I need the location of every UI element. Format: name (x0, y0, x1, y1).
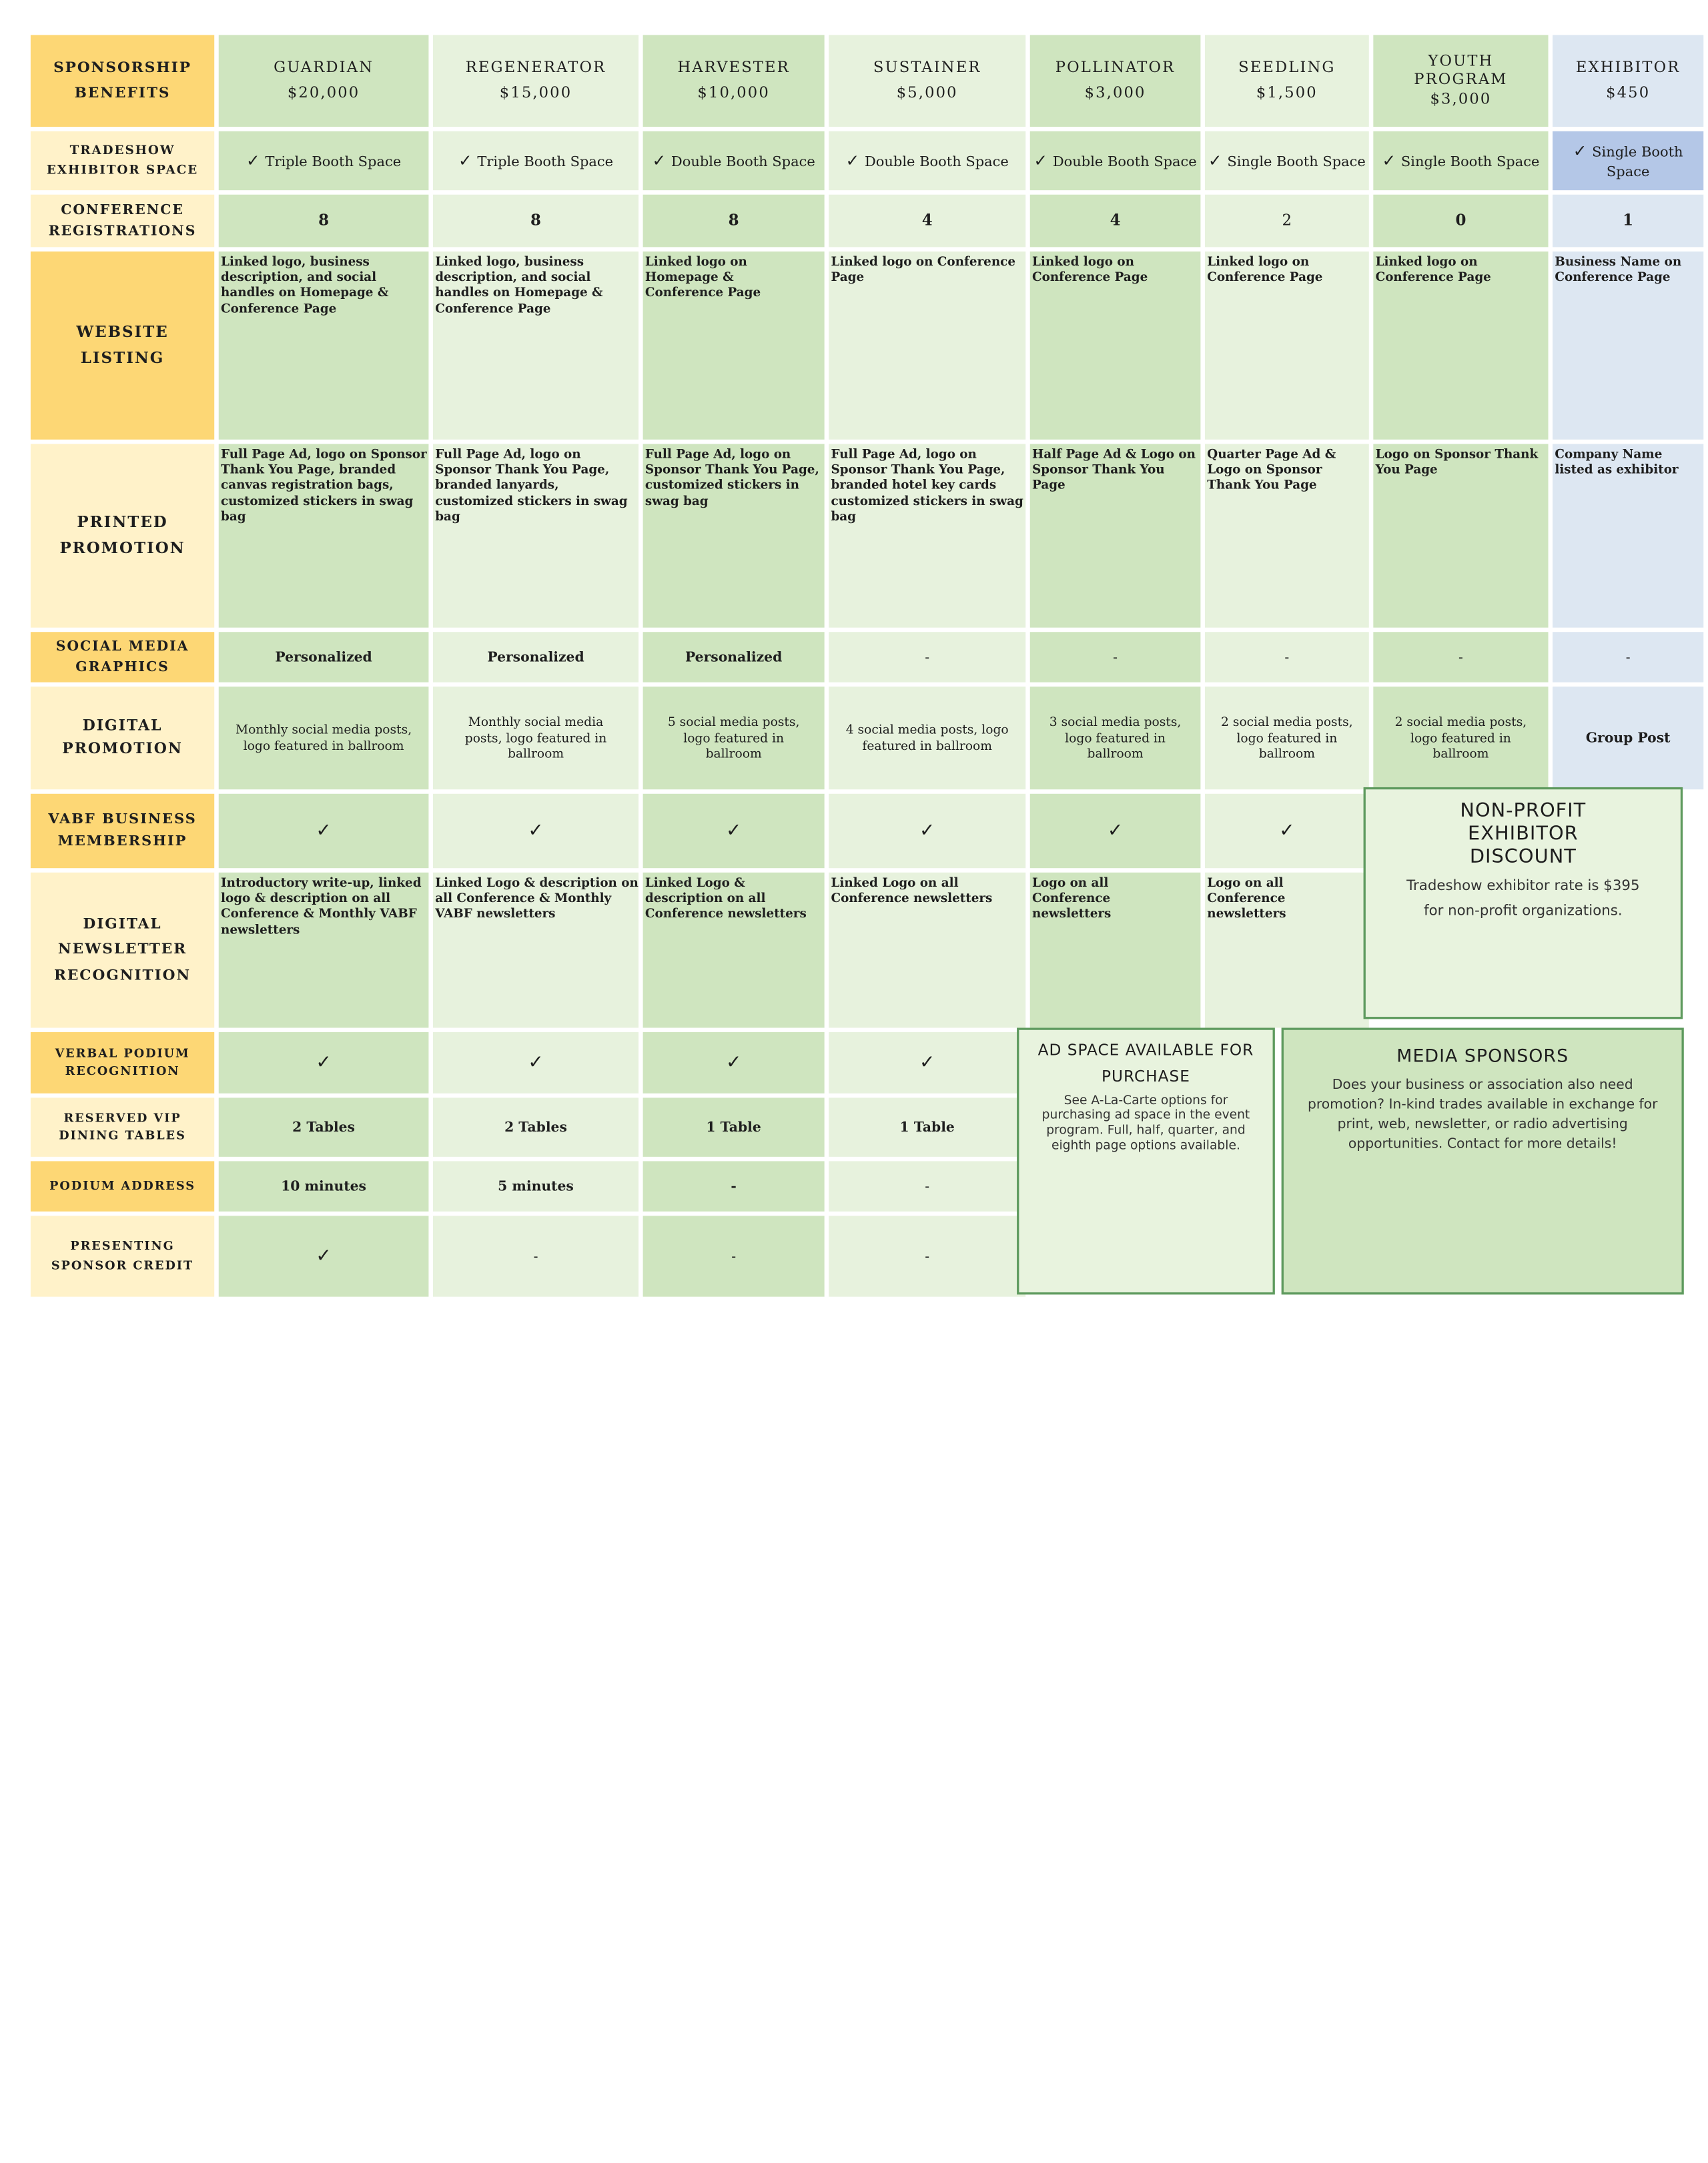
digital-regenerator: Monthly social media posts, logo featured in ballroom (433, 687, 638, 789)
registrations-guardian: 8 (219, 195, 429, 248)
tier-header-exhibitor (1553, 35, 1703, 127)
tier-price: $1,500 (1256, 83, 1318, 101)
tradeshow-youth-program: ✓ Single Booth Space (1373, 131, 1548, 190)
presenting-sustainer: - (829, 1216, 1025, 1296)
check-icon: ✓ (1573, 140, 1593, 161)
digital-youth-program: 2 social media posts, logo featured in ballroom (1373, 687, 1548, 789)
row-label-newsletter: DIGITAL NEWSLETTER RECOGNITION (31, 873, 214, 1028)
vip-harvester: 1 Table (643, 1098, 825, 1156)
digital-harvester: 5 social media posts, logo featured in ballroom (643, 687, 825, 789)
digital-pollinator: 3 social media posts, logo featured in ballroom (1030, 687, 1201, 789)
social-seedling: - (1205, 632, 1369, 682)
tradeshow-regenerator: ✓ Triple Booth Space (433, 131, 638, 190)
social-guardian: Personalized (219, 632, 429, 682)
check-icon: ✓ (652, 150, 671, 170)
media-sponsors-box (1282, 1027, 1684, 1294)
tradeshow-seedling: ✓ Single Booth Space (1205, 131, 1369, 190)
membership-regenerator-check-icon: ✓ (433, 794, 638, 868)
tier-header-regenerator (433, 35, 638, 127)
presenting-guardian-check-icon: ✓ (219, 1216, 429, 1296)
membership-seedling-check-icon: ✓ (1205, 794, 1369, 868)
printed-sustainer: Full Page Ad, logo on Sponsor Thank You Page, branded hotel key cards customized stickers in swag bag (829, 444, 1025, 627)
row-label-presenting: PRESENTING SPONSOR CREDIT (31, 1216, 214, 1296)
check-icon: ✓ (1382, 150, 1401, 170)
tier-name: REGENERATOR (465, 58, 606, 77)
membership-pollinator-check-icon: ✓ (1030, 794, 1201, 868)
row-label-website: WEBSITE LISTING (31, 252, 214, 440)
nonprofit-discount-title: NON-PROFIT EXHIBITOR DISCOUNT (1460, 800, 1587, 868)
address-harvester: - (643, 1161, 825, 1211)
ad-space-body: See A-La-Carte options for purchasing ad space in the event program. Full, half, quarter, and eighth page options available. (1041, 1092, 1250, 1152)
row-label-social: SOCIAL MEDIA GRAPHICS (31, 632, 214, 682)
check-icon: ✓ (458, 150, 478, 170)
media-sponsors-title: MEDIA SPONSORS (1396, 1045, 1569, 1066)
row-label-registrations: CONFERENCE REGISTRATIONS (31, 195, 214, 248)
tier-name: EXHIBITOR (1575, 58, 1681, 77)
website-harvester: Linked logo on Homepage & Conference Page (643, 252, 825, 440)
printed-guardian: Full Page Ad, logo on Sponsor Thank You Page, branded canvas registration bags, customized stickers in swag bag (219, 444, 429, 627)
newsletter-regenerator: Linked Logo & description on all Conference & Monthly VABF newsletters (433, 873, 638, 1028)
social-sustainer: - (829, 632, 1025, 682)
tier-price: $3,000 (1430, 91, 1492, 109)
website-guardian: Linked logo, business description, and social handles on Homepage & Conference Page (219, 252, 429, 440)
tradeshow-sustainer: ✓ Double Booth Space (829, 131, 1025, 190)
printed-seedling: Quarter Page Ad & Logo on Sponsor Thank You Page (1205, 444, 1369, 627)
website-regenerator: Linked logo, business description, and social handles on Homepage & Conference Page (433, 252, 638, 440)
website-sustainer: Linked logo on Conference Page (829, 252, 1025, 440)
printed-exhibitor: Company Name listed as exhibitor (1553, 444, 1703, 627)
newsletter-pollinator: Logo on all Conference newsletters (1030, 873, 1201, 1028)
check-icon: ✓ (246, 150, 266, 170)
registrations-seedling: 2 (1205, 195, 1369, 248)
ad-space-box (1017, 1027, 1275, 1294)
tier-name: SEEDLING (1238, 58, 1336, 77)
social-youth-program: - (1373, 632, 1548, 682)
newsletter-harvester: Linked Logo & description on all Conference newsletters (643, 873, 825, 1028)
address-guardian: 10 minutes (219, 1161, 429, 1211)
row-label-printed: PRINTED PROMOTION (31, 444, 214, 627)
digital-exhibitor: Group Post (1553, 687, 1703, 789)
tier-header-youth-program (1373, 35, 1548, 127)
check-icon: ✓ (1033, 150, 1053, 170)
row-label-tradeshow: TRADESHOW EXHIBITOR SPACE (31, 131, 214, 190)
row-label-digital: DIGITAL PROMOTION (31, 687, 214, 789)
registrations-sustainer: 4 (829, 195, 1025, 248)
address-regenerator: 5 minutes (433, 1161, 638, 1211)
check-icon: ✓ (845, 150, 865, 170)
tier-price: $450 (1606, 83, 1651, 101)
registrations-harvester: 8 (643, 195, 825, 248)
row-label-address: PODIUM ADDRESS (31, 1161, 214, 1211)
tradeshow-guardian: ✓ Triple Booth Space (219, 131, 429, 190)
website-pollinator: Linked logo on Conference Page (1030, 252, 1201, 440)
printed-regenerator: Full Page Ad, logo on Sponsor Thank You Page, branded lanyards, customized stickers in swag bag (433, 444, 638, 627)
address-sustainer: - (829, 1161, 1025, 1211)
nonprofit-discount-box (1364, 787, 1683, 1019)
social-harvester: Personalized (643, 632, 825, 682)
membership-sustainer-check-icon: ✓ (829, 794, 1025, 868)
tier-header-seedling (1205, 35, 1369, 127)
registrations-regenerator: 8 (433, 195, 638, 248)
check-icon: ✓ (1208, 150, 1228, 170)
printed-youth-program: Logo on Sponsor Thank You Page (1373, 444, 1548, 627)
tier-name: SUSTAINER (873, 58, 981, 77)
social-exhibitor: - (1553, 632, 1703, 682)
social-regenerator: Personalized (433, 632, 638, 682)
newsletter-guardian: Introductory write-up, linked logo & description on all Conference & Monthly VABF newsletters (219, 873, 429, 1028)
digital-sustainer: 4 social media posts, logo featured in ballroom (829, 687, 1025, 789)
podium-regenerator-check-icon: ✓ (433, 1032, 638, 1094)
tier-name: POLLINATOR (1055, 58, 1176, 77)
registrations-youth-program: 0 (1373, 195, 1548, 248)
registrations-pollinator: 4 (1030, 195, 1201, 248)
presenting-regenerator: - (433, 1216, 638, 1296)
website-seedling: Linked logo on Conference Page (1205, 252, 1369, 440)
social-pollinator: - (1030, 632, 1201, 682)
podium-sustainer-check-icon: ✓ (829, 1032, 1025, 1094)
nonprofit-discount-body: Tradeshow exhibitor rate is $395 for non-profit organizations. (1406, 878, 1640, 919)
website-youth-program: Linked logo on Conference Page (1373, 252, 1548, 440)
tier-price: $3,000 (1084, 83, 1146, 101)
podium-guardian-check-icon: ✓ (219, 1032, 429, 1094)
vip-regenerator: 2 Tables (433, 1098, 638, 1156)
row-label-podium: VERBAL PODIUM RECOGNITION (31, 1032, 214, 1094)
tier-price: $5,000 (896, 83, 958, 101)
media-sponsors-body: Does your business or association also need promotion? In-kind trades available in exchange for print, web, newsletter, or radio advertising opportunities. Contact for more details! (1307, 1075, 1658, 1152)
tier-header-guardian (219, 35, 429, 127)
website-exhibitor: Business Name on Conference Page (1553, 252, 1703, 440)
printed-pollinator: Half Page Ad & Logo on Sponsor Thank You Page (1030, 444, 1201, 627)
tier-name: HARVESTER (677, 58, 790, 77)
digital-guardian: Monthly social media posts, logo featured in ballroom (219, 687, 429, 789)
presenting-harvester: - (643, 1216, 825, 1296)
tier-price: $10,000 (697, 83, 770, 101)
tier-header-harvester (643, 35, 825, 127)
tier-price: $20,000 (287, 83, 360, 101)
membership-harvester-check-icon: ✓ (643, 794, 825, 868)
ad-space-title: AD SPACE AVAILABLE FOR PURCHASE (1037, 1041, 1254, 1086)
newsletter-sustainer: Linked Logo on all Conference newsletters (829, 873, 1025, 1028)
tradeshow-exhibitor: ✓ Single Booth Space (1553, 131, 1703, 190)
tier-price: $15,000 (499, 83, 572, 101)
tradeshow-pollinator: ✓ Double Booth Space (1030, 131, 1201, 190)
vip-sustainer: 1 Table (829, 1098, 1025, 1156)
tier-name: YOUTH PROGRAM (1414, 52, 1508, 89)
registrations-exhibitor: 1 (1553, 195, 1703, 248)
membership-guardian-check-icon: ✓ (219, 794, 429, 868)
tier-header-sustainer (829, 35, 1025, 127)
digital-seedling: 2 social media posts, logo featured in ballroom (1205, 687, 1369, 789)
corner-label: SPONSORSHIP BENEFITS (31, 35, 214, 127)
tier-name: GUARDIAN (274, 58, 374, 77)
tier-header-pollinator (1030, 35, 1201, 127)
row-label-membership: VABF BUSINESS MEMBERSHIP (31, 794, 214, 868)
vip-guardian: 2 Tables (219, 1098, 429, 1156)
printed-harvester: Full Page Ad, logo on Sponsor Thank You Page, customized stickers in swag bag (643, 444, 825, 627)
tradeshow-harvester: ✓ Double Booth Space (643, 131, 825, 190)
podium-harvester-check-icon: ✓ (643, 1032, 825, 1094)
row-label-vip: RESERVED VIP DINING TABLES (31, 1098, 214, 1156)
newsletter-seedling: Logo on all Conference newsletters (1205, 873, 1369, 1028)
